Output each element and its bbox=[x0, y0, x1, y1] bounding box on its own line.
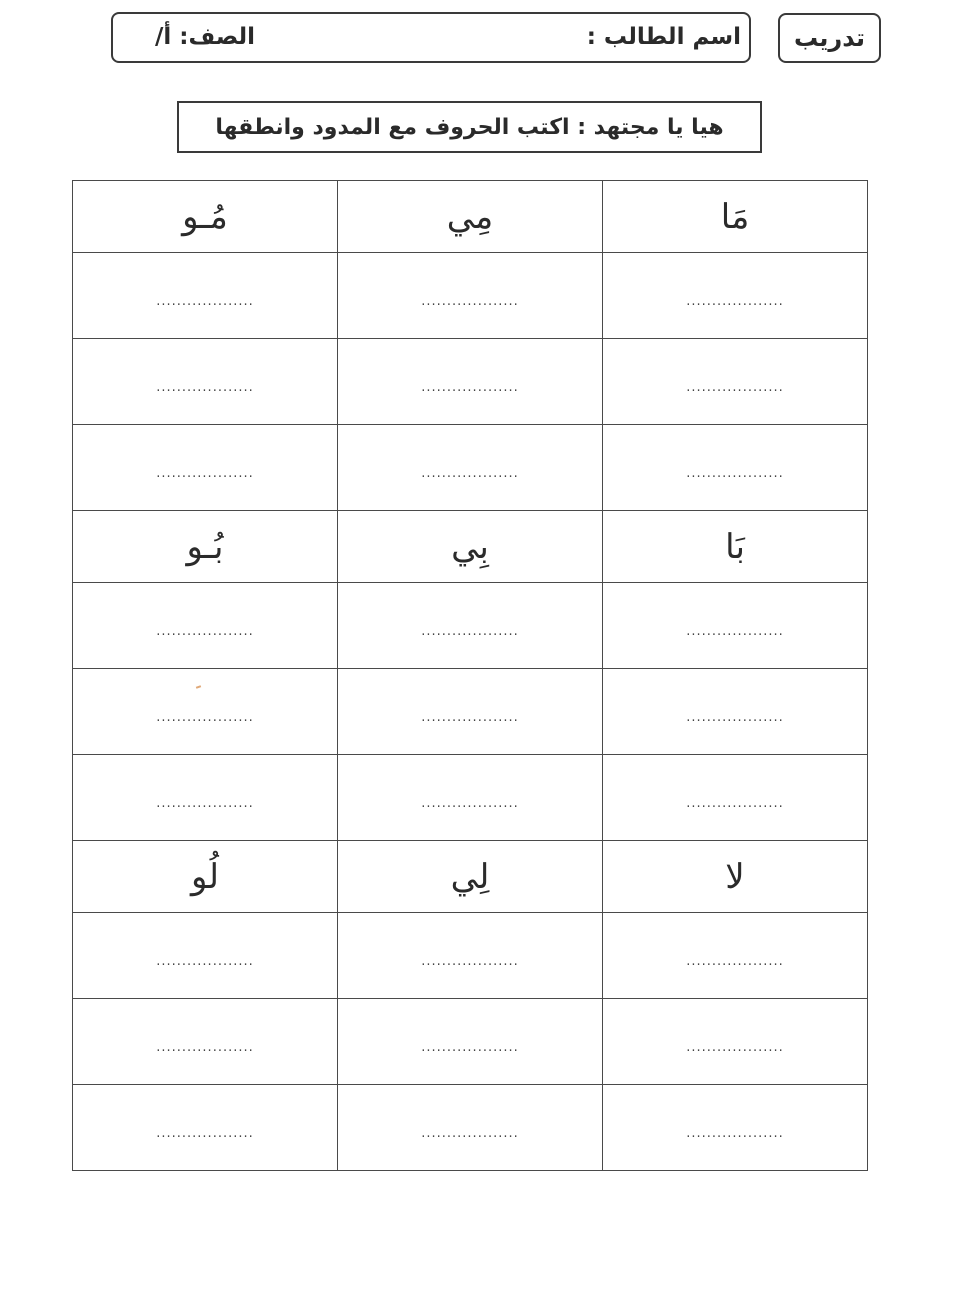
writing-cell[interactable] bbox=[338, 253, 603, 339]
letter-cell: بِي bbox=[338, 511, 603, 583]
dotted-line: ................... bbox=[686, 380, 784, 395]
writing-cell[interactable] bbox=[603, 253, 868, 339]
writing-cell[interactable] bbox=[338, 755, 603, 841]
dotted-line: ................... bbox=[156, 796, 254, 811]
writing-cell[interactable] bbox=[73, 583, 338, 669]
writing-row bbox=[73, 999, 868, 1085]
exercise-label: تدريب bbox=[793, 24, 866, 52]
exercise-label-box bbox=[778, 13, 881, 63]
writing-cell[interactable] bbox=[73, 425, 338, 511]
dotted-line: ................... bbox=[156, 1040, 254, 1055]
grade-label: الصف: أ/ bbox=[155, 24, 256, 50]
writing-cell[interactable] bbox=[338, 339, 603, 425]
writing-cell[interactable] bbox=[338, 425, 603, 511]
dotted-line: ................... bbox=[421, 466, 519, 481]
dotted-line: ................... bbox=[421, 294, 519, 309]
dotted-line: ................... bbox=[156, 710, 254, 725]
dotted-line: ................... bbox=[421, 796, 519, 811]
writing-cell[interactable] bbox=[603, 1085, 868, 1171]
dotted-line: ................... bbox=[421, 380, 519, 395]
dotted-line: ................... bbox=[421, 954, 519, 969]
dotted-line: ................... bbox=[421, 624, 519, 639]
writing-row bbox=[73, 1085, 868, 1171]
dotted-line: ................... bbox=[156, 624, 254, 639]
instruction-text: هيا يا مجتهد : اكتب الحروف مع المدود وانطقها bbox=[215, 114, 724, 140]
writing-row bbox=[73, 425, 868, 511]
writing-row bbox=[73, 669, 868, 755]
dotted-line: ................... bbox=[686, 1040, 784, 1055]
writing-cell[interactable] bbox=[603, 583, 868, 669]
student-name-label: اسم الطالب : bbox=[586, 24, 741, 50]
writing-row bbox=[73, 253, 868, 339]
letter-cell: مُـو bbox=[73, 181, 338, 253]
letter-cell: لُو bbox=[73, 841, 338, 913]
writing-cell[interactable] bbox=[603, 999, 868, 1085]
dotted-line: ................... bbox=[686, 624, 784, 639]
writing-row bbox=[73, 339, 868, 425]
writing-cell[interactable] bbox=[603, 425, 868, 511]
dotted-line: ................... bbox=[421, 1040, 519, 1055]
writing-cell[interactable] bbox=[73, 339, 338, 425]
letter-row bbox=[73, 181, 868, 253]
letter-cell: لا bbox=[603, 841, 868, 913]
dotted-line: ................... bbox=[686, 954, 784, 969]
letter-cell: لِي bbox=[338, 841, 603, 913]
writing-cell[interactable] bbox=[338, 669, 603, 755]
letter-row bbox=[73, 511, 868, 583]
instruction-box bbox=[177, 101, 762, 153]
dotted-line: ................... bbox=[686, 1126, 784, 1141]
writing-cell[interactable] bbox=[338, 999, 603, 1085]
writing-cell[interactable] bbox=[603, 913, 868, 999]
dotted-line: ................... bbox=[156, 380, 254, 395]
writing-cell[interactable] bbox=[603, 339, 868, 425]
dotted-line: ................... bbox=[686, 796, 784, 811]
writing-cell[interactable] bbox=[73, 999, 338, 1085]
writing-row bbox=[73, 755, 868, 841]
letter-cell: مِي bbox=[338, 181, 603, 253]
writing-cell[interactable] bbox=[603, 755, 868, 841]
dotted-line: ................... bbox=[156, 1126, 254, 1141]
writing-cell[interactable] bbox=[73, 253, 338, 339]
dotted-line: ................... bbox=[686, 466, 784, 481]
dotted-line: ................... bbox=[686, 294, 784, 309]
letter-cell: مَا bbox=[603, 181, 868, 253]
letter-cell: بَا bbox=[603, 511, 868, 583]
dotted-line: ................... bbox=[686, 710, 784, 725]
writing-practice-table bbox=[72, 180, 868, 1171]
student-info-box bbox=[111, 12, 751, 63]
writing-cell[interactable] bbox=[73, 913, 338, 999]
letter-cell: بُـو bbox=[73, 511, 338, 583]
writing-cell[interactable] bbox=[73, 1085, 338, 1171]
writing-cell[interactable] bbox=[73, 669, 338, 755]
dotted-line: ................... bbox=[156, 954, 254, 969]
writing-cell[interactable] bbox=[338, 1085, 603, 1171]
writing-row bbox=[73, 913, 868, 999]
letter-row bbox=[73, 841, 868, 913]
dotted-line: ................... bbox=[421, 710, 519, 725]
writing-cell[interactable] bbox=[338, 913, 603, 999]
dotted-line: ................... bbox=[156, 466, 254, 481]
writing-row bbox=[73, 583, 868, 669]
writing-cell[interactable] bbox=[338, 583, 603, 669]
dotted-line: ................... bbox=[421, 1126, 519, 1141]
writing-cell[interactable] bbox=[603, 669, 868, 755]
dotted-line: ................... bbox=[156, 294, 254, 309]
writing-cell[interactable] bbox=[73, 755, 338, 841]
